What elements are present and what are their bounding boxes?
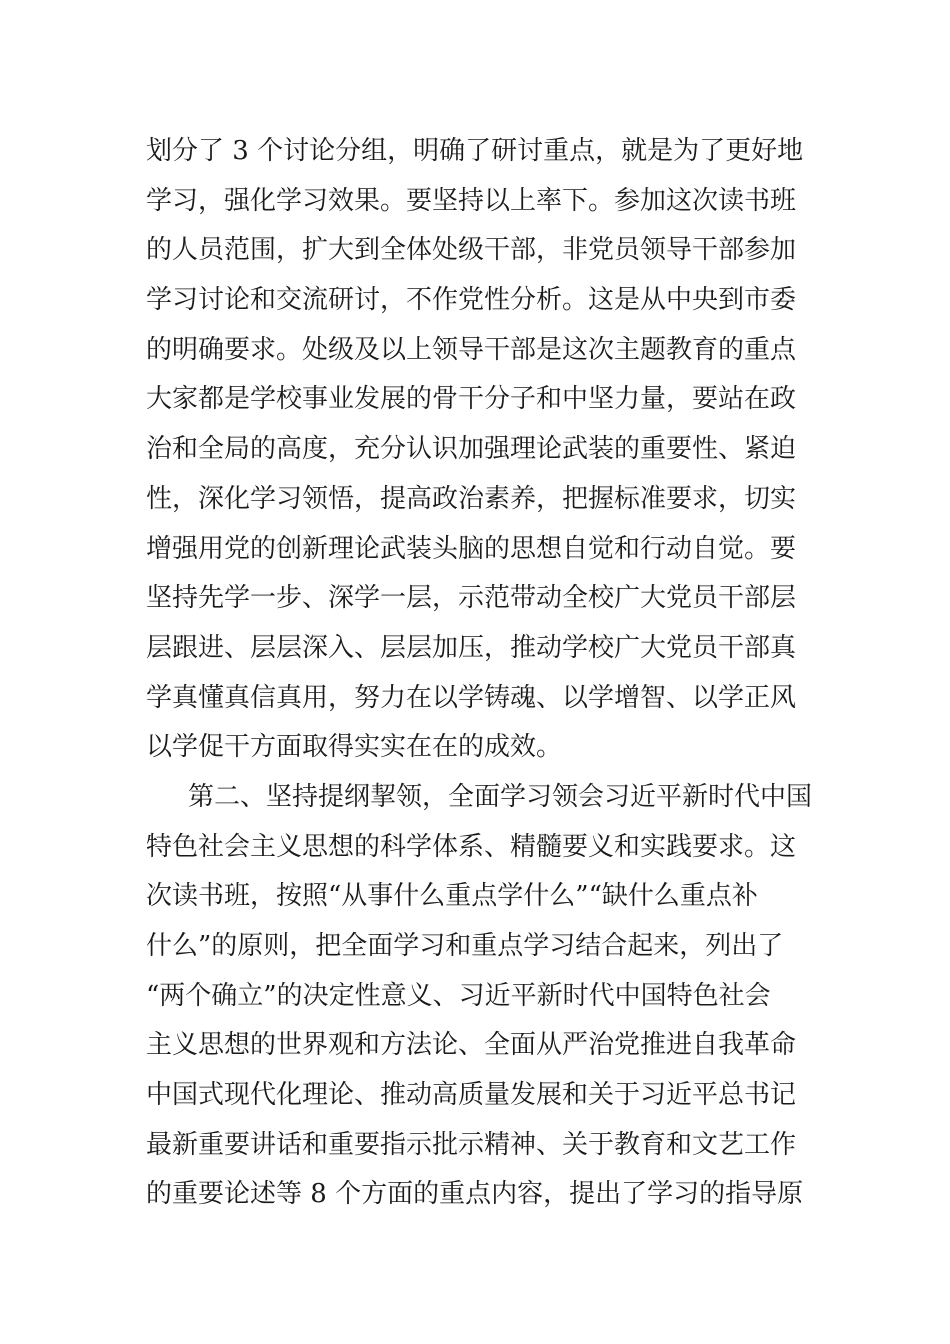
body-text — [146, 127, 816, 1220]
text-line: 的明确要求。处级及以上领导干部是这次主题教育的重点 — [146, 334, 797, 365]
text-line: 治和全局的高度，充分认识加强理论武装的重要性、紧迫 — [146, 434, 797, 465]
text-line: 性，深化学习领悟，提高政治素养，把握标准要求，切实 — [146, 483, 797, 514]
text-line: 学真懂真信真用，努力在以学铸魂、以学增智、以学正风 — [146, 682, 797, 713]
text-line: 什么”的原则，把全面学习和重点学习结合起来，列出了 — [146, 931, 784, 961]
text-line: 增强用党的创新理论武装头脑的思想自觉和行动自觉。要 — [146, 533, 797, 564]
text-line: 以学促干方面取得实实在在的成效。 — [146, 732, 563, 763]
text-line: 的人员范围，扩大到全体处级干部，非党员领导干部参加 — [146, 235, 797, 266]
text-line: 次读书班，按照“从事什么重点学什么”“缺什么重点补 — [146, 881, 758, 912]
text-line: 中国式现代化理论、推动高质量发展和关于习近平总书记 — [146, 1080, 797, 1111]
paragraph-start-line: 第二、坚持提纲挈领，全面学习领会习近平新时代中国 — [188, 781, 813, 812]
text-line: 划分了 3 个讨论分组，明确了研讨重点，就是为了更好地 — [146, 136, 804, 166]
text-line: 最新重要讲话和重要指示批示精神、关于教育和文艺工作 — [146, 1129, 797, 1160]
text-line: 学习，强化学习效果。要坚持以上率下。参加这次读书班 — [146, 185, 797, 216]
text-line: 坚持先学一步、深学一层，示范带动全校广大党员干部层 — [146, 583, 797, 614]
text-line: 的重要论述等 8 个方面的重点内容，提出了学习的指导原 — [146, 1179, 804, 1210]
text-line: 特色社会主义思想的科学体系、精髓要义和实践要求。这 — [146, 831, 797, 862]
text-line: “两个确立”的决定性意义、习近平新时代中国特色社会 — [146, 980, 771, 1011]
text-line: 大家都是学校事业发展的骨干分子和中坚力量，要站在政 — [146, 384, 797, 415]
text-line: 学习讨论和交流研讨，不作党性分析。这是从中央到市委 — [146, 285, 797, 316]
text-line: 主义思想的世界观和方法论、全面从严治党推进自我革命 — [146, 1030, 797, 1061]
text-line: 层跟进、层层深入、层层加压，推动学校广大党员干部真 — [146, 632, 797, 663]
